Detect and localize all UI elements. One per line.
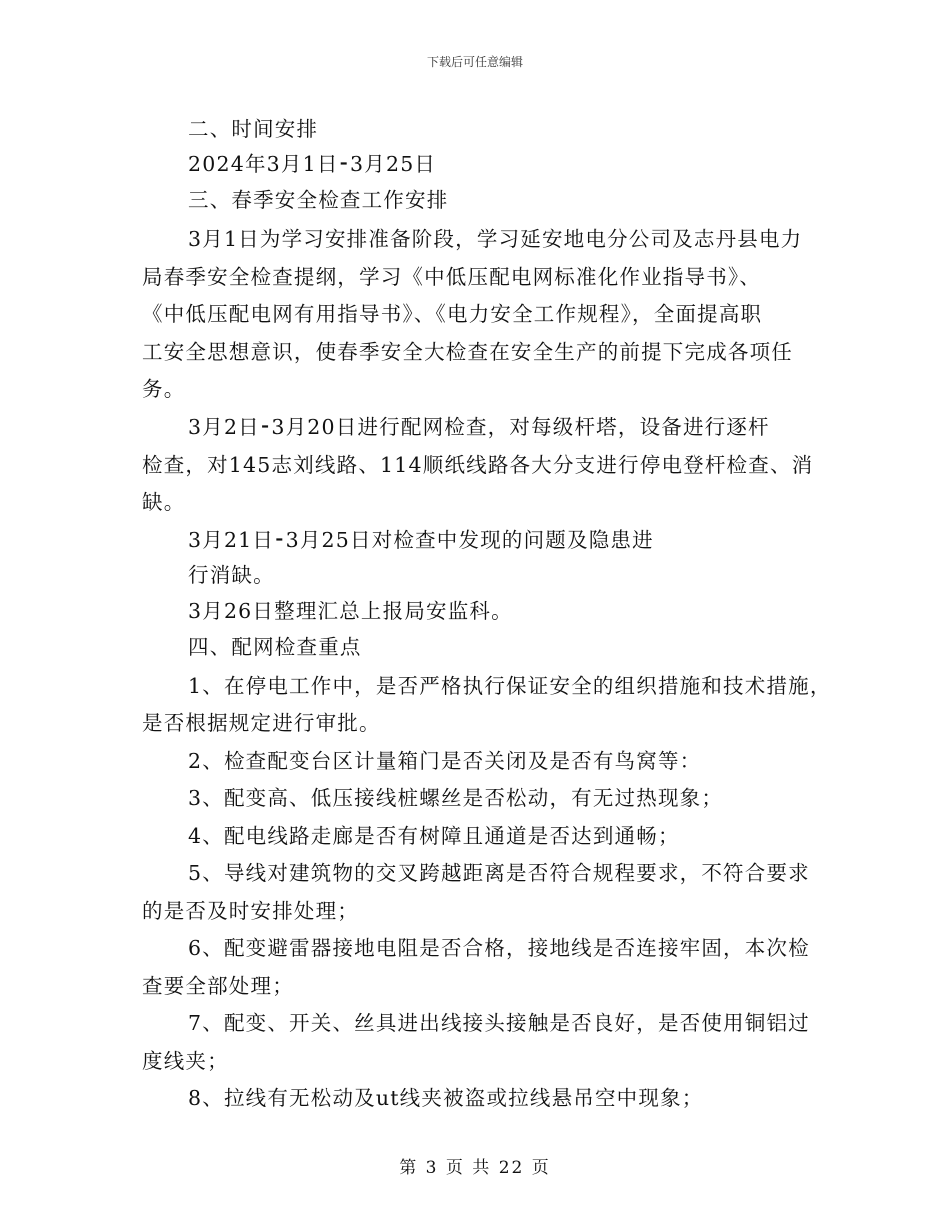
list-item: 5、导线对建筑物的交叉跨越距离是否符合规程要求，不符合要求 bbox=[188, 861, 810, 885]
list-item: 2、检查配变台区计量箱门是否关闭及是否有鸟窝等： bbox=[188, 749, 702, 773]
page-number: 第 3 页 共 22 页 bbox=[399, 1158, 551, 1178]
list-item-continuation: 是否根据规定进行审批。 bbox=[142, 711, 381, 735]
list-item: 1、在停电工作中，是否严格执行保证安全的组织措施和技术措施， bbox=[188, 674, 832, 698]
body-line: 2024年3月1日⁃3月25日 bbox=[188, 152, 437, 176]
body-line: 3月2日⁃3月20日进行配网检查，对每级杆塔，设备进行逐杆 bbox=[188, 415, 770, 439]
body-line: 3月21日⁃3月25日对检查中发现的问题及隐患进 bbox=[188, 528, 654, 552]
list-item: 8、拉线有无松动及ut线夹被盗或拉线悬吊空中现象； bbox=[188, 1086, 704, 1110]
page-header: 下载后可任意编辑 bbox=[426, 55, 523, 69]
list-item: 3、配变高、低压接线桩螺丝是否松动，有无过热现象； bbox=[188, 786, 724, 810]
body-line: 务。 bbox=[142, 377, 186, 401]
body-line: 3月1日为学习安排准备阶段，学习延安地电分公司及志丹县电力 bbox=[188, 227, 803, 251]
body-line: 3月26日整理汇总上报局安监科。 bbox=[188, 599, 513, 623]
list-item: 6、配变避雷器接地电阻是否合格，接地线是否连接牢固，本次检 bbox=[188, 936, 810, 960]
body-line: 行消缺。 bbox=[188, 563, 275, 587]
section-heading: 三、春季安全检查工作安排 bbox=[188, 188, 449, 212]
list-item-continuation: 的是否及时安排处理； bbox=[142, 899, 359, 923]
list-item-continuation: 查要全部处理； bbox=[142, 974, 294, 998]
section-heading: 二、时间安排 bbox=[188, 117, 319, 141]
body-line: 检查，对145志刘线路、114顺纸线路各大分支进行停电登杆检查、消 bbox=[142, 453, 814, 477]
list-item: 7、配变、开关、丝具进出线接头接触是否良好，是否使用铜铝过 bbox=[188, 1011, 810, 1035]
list-item: 4、配电线路走廊是否有树障且通道是否达到通畅； bbox=[188, 824, 680, 848]
body-line: 局春季安全检查提纲，学习《中低压配电网标准化作业指导书》、 bbox=[142, 265, 762, 289]
body-line: 《中低压配电网有用指导书》、《电力安全工作规程》，全面提高职 bbox=[142, 302, 763, 326]
list-item-continuation: 度线夹； bbox=[142, 1049, 229, 1073]
body-line: 工安全思想意识，使春季安全大检查在安全生产的前提下完成各项任 bbox=[142, 340, 793, 364]
body-line: 缺。 bbox=[142, 490, 186, 514]
section-heading: 四、配网检查重点 bbox=[188, 635, 362, 659]
